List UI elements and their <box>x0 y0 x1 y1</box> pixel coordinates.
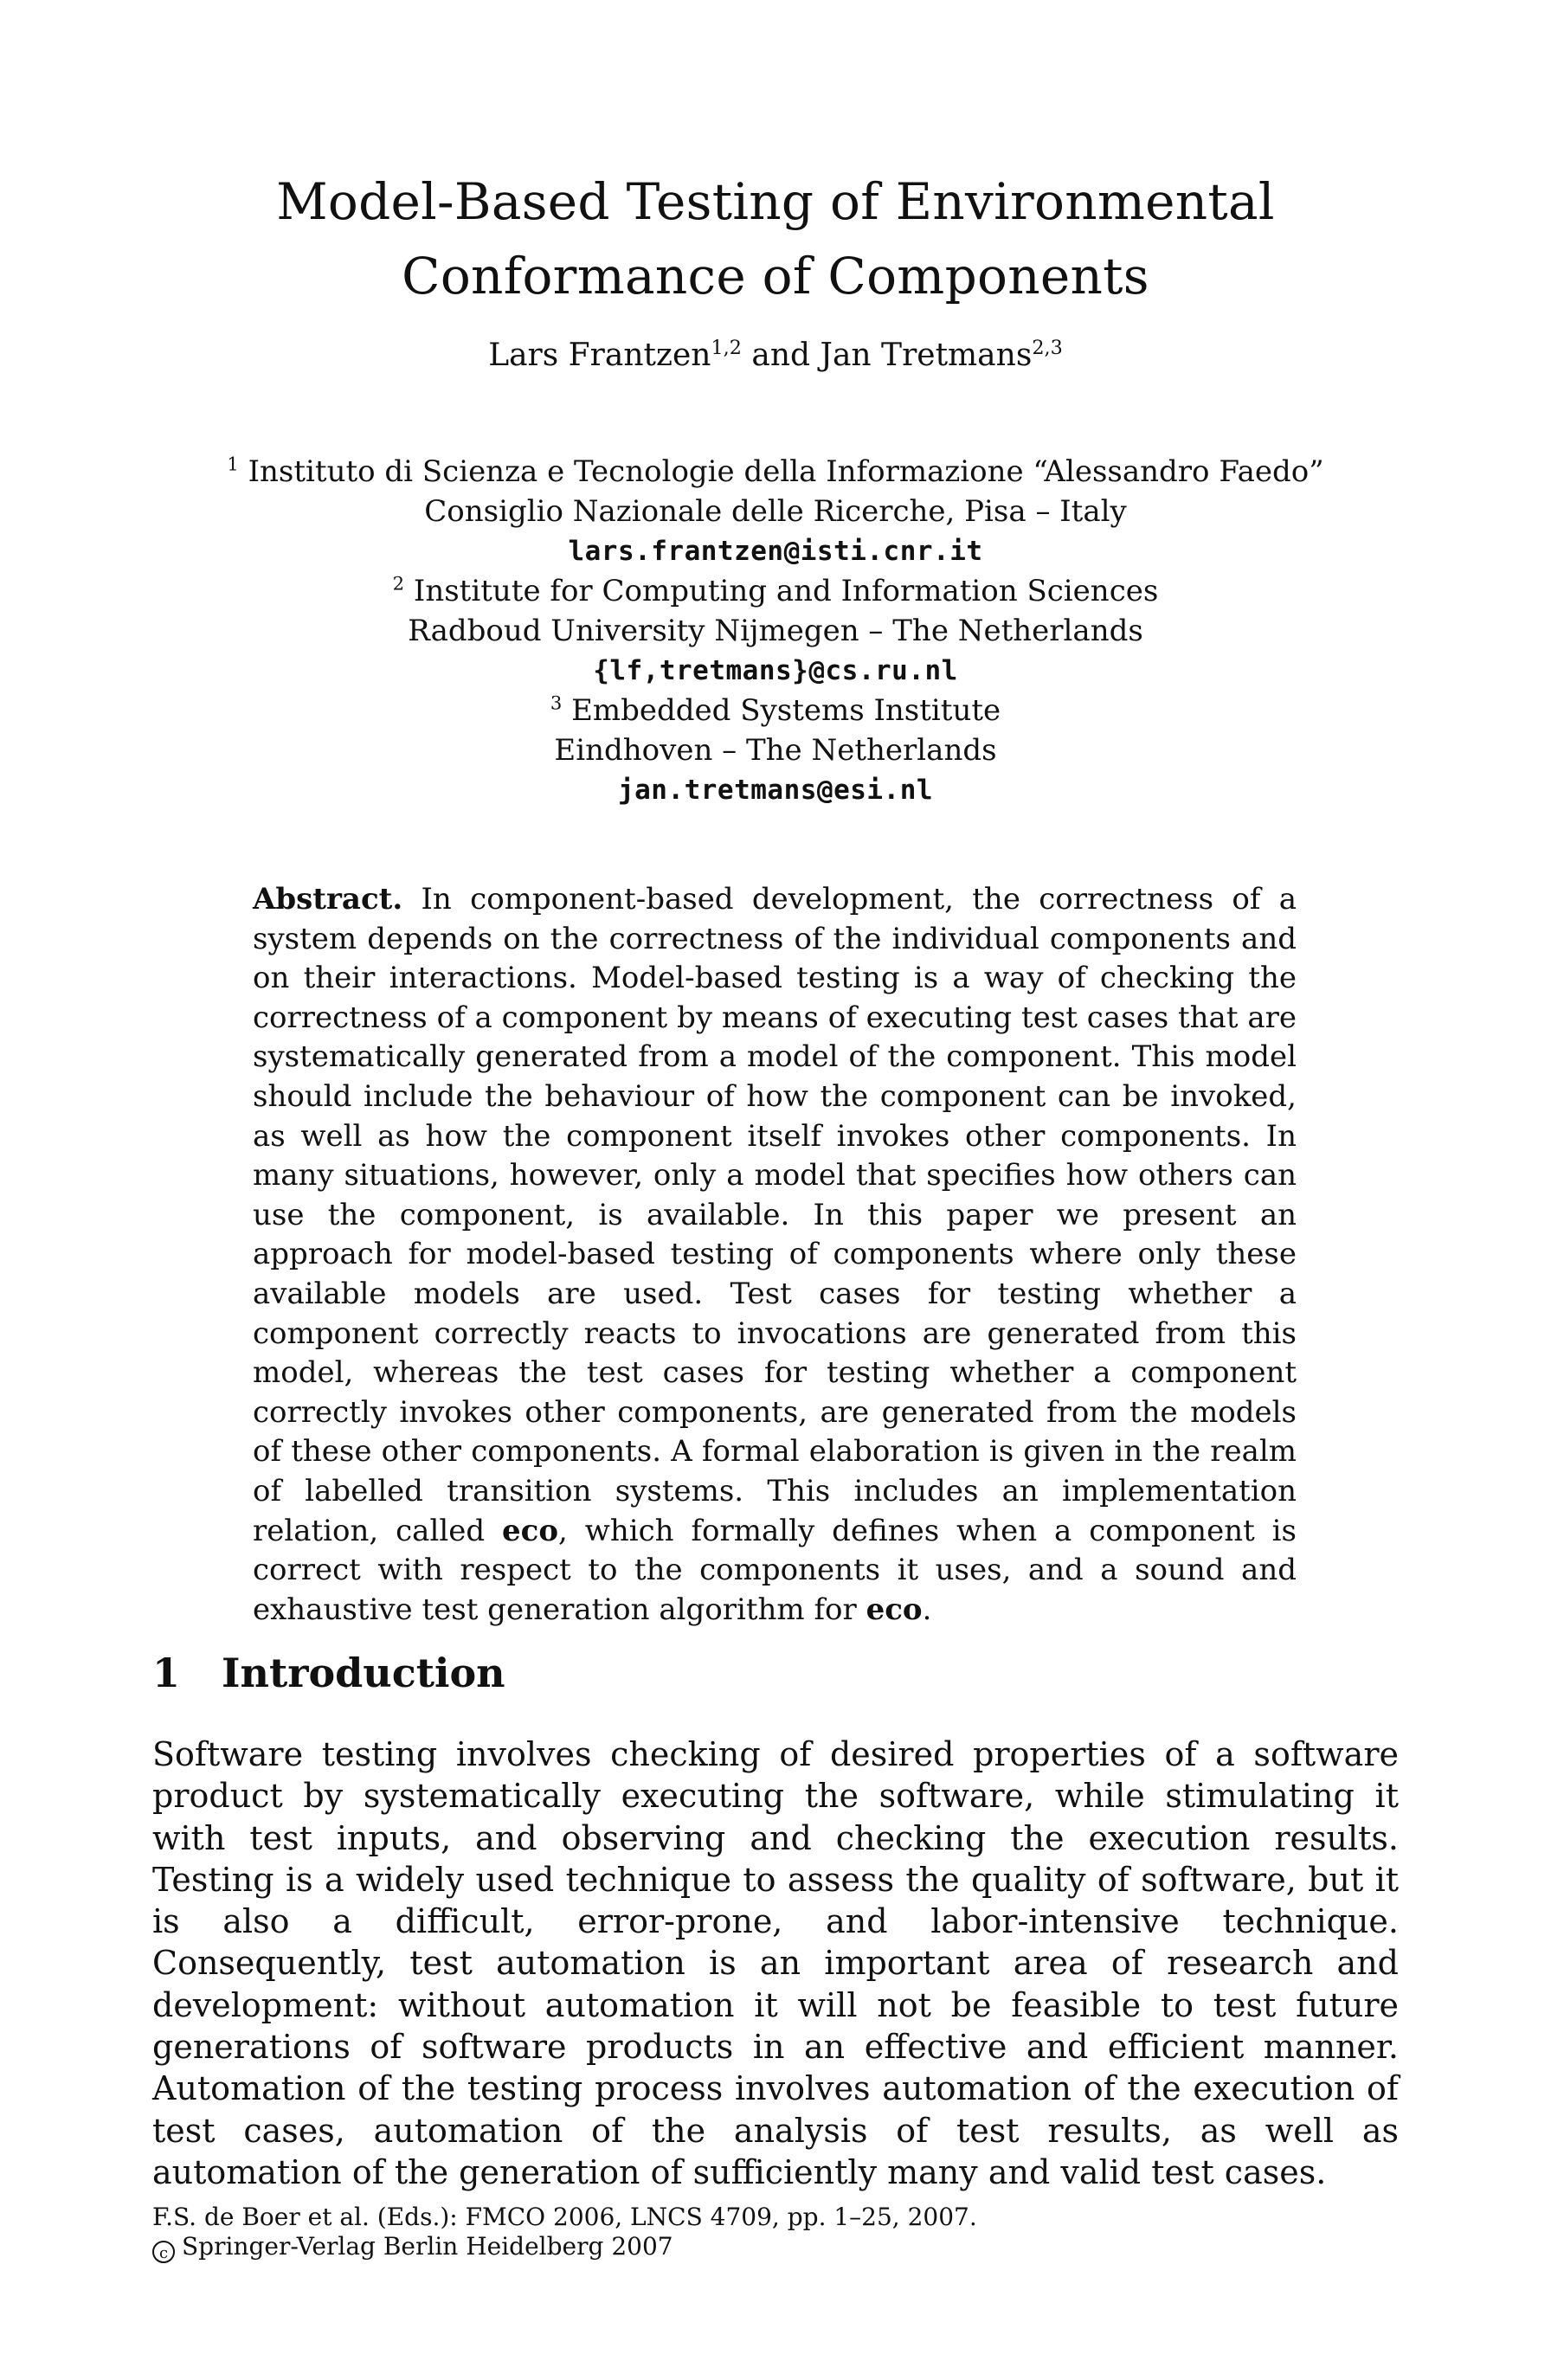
author-affil-mark: 1,2 <box>711 337 742 359</box>
author-conjunction: and <box>741 338 821 373</box>
affiliation-2-line-2: Radboud University Nijmegen – The Netherlands <box>408 614 1143 648</box>
affiliation-mark: 3 <box>550 691 563 714</box>
abstract-label: Abstract. <box>253 882 403 917</box>
affiliation-institute: Instituto di Scienza e Tecnologie della Informazione “Alessandro Faedo” <box>248 454 1324 489</box>
affiliation-mark: 2 <box>392 572 405 595</box>
section-heading <box>152 1647 505 1699</box>
footer-copyright <box>152 2232 977 2263</box>
affiliations <box>147 452 1404 810</box>
abstract-term: eco <box>502 1513 559 1548</box>
title-line-1: Model-Based Testing of Environmental <box>276 172 1275 231</box>
affiliation-3-line-1 <box>147 691 1404 730</box>
section-number: 1 <box>152 1650 181 1696</box>
copyright-icon: c <box>152 2241 175 2263</box>
author-name: Jan Tretmans <box>820 338 1033 373</box>
abstract-text: , which formally defines when a component is correct with respect to the components it uses, and a sound and exhaustive test generation algorithm for <box>253 1513 1297 1627</box>
affiliation-1-line-1 <box>147 452 1404 492</box>
footer-citation: F.S. de Boer et al. (Eds.): FMCO 2006, LNCS 4709, pp. 1–25, 2007. <box>152 2203 977 2231</box>
affiliation-institute: Embedded Systems Institute <box>571 693 1001 728</box>
affiliation-1-email: lars.frantzen@isti.cnr.it <box>568 536 983 567</box>
page-footer <box>152 2203 977 2263</box>
affiliation-2-email: {lf,tretmans}@cs.ru.nl <box>593 655 958 686</box>
affiliation-institute: Institute for Computing and Information Sciences <box>413 574 1159 608</box>
author-name: Lars Frantzen <box>488 338 711 373</box>
intro-paragraph: Software testing involves checking of desired properties of a software product by systematically executing the software, while stimulating it with test inputs, and observing and checking the execution results. Testing is a widely used technique to assess the quality of software, but it is also a difficult, error-prone, and labor-intensive technique. Consequently, test automation is an important area of research and development: without automation it will not be feasible to test future generations of software products in an effective and efficient manner. Automation of the testing process involves automation of the execution of test cases, automation of the analysis of test results, as well as automation of the generation of sufficiently many and valid test cases. <box>152 1735 1399 2191</box>
affiliation-1-line-2: Consiglio Nazionale delle Ricerche, Pisa – Italy <box>424 494 1127 529</box>
affiliation-2-line-1 <box>147 571 1404 611</box>
section-title: Introduction <box>222 1650 505 1696</box>
title-line-2: Conformance of Components <box>402 247 1149 306</box>
abstract-term: eco <box>866 1592 923 1627</box>
abstract-text: In component-based development, the correctness of a system depends on the correctness of the individual components and on their interactions. Model-based testing is a way of checking the correctness of a component by means of executing test cases that are systematically generated from a model of the component. This model should include the behaviour of how the component can be invoked, as well as how the component itself invokes other components. In many situations, however, only a model that specifies how others can use the component, is available. In this paper we present an approach for model-based testing of components where only these available models are used. Test cases for testing whether a component correctly reacts to invocations are generated from this model, whereas the test cases for testing whether a component correctly invokes other components, are generated from the models of these other components. A formal elaboration is given in the realm of labelled transition systems. This includes an implementation relation, called <box>253 882 1297 1548</box>
author-affil-mark: 2,3 <box>1032 337 1063 359</box>
paper-title <box>147 164 1404 313</box>
abstract <box>253 880 1297 1630</box>
affiliation-3-line-2: Eindhoven – The Netherlands <box>554 733 997 768</box>
abstract-text: . <box>922 1592 932 1627</box>
footer-publisher: Springer-Verlag Berlin Heidelberg 2007 <box>182 2232 673 2261</box>
author-list <box>147 332 1404 379</box>
affiliation-mark: 1 <box>227 453 239 475</box>
affiliation-3-email: jan.tretmans@esi.nl <box>617 775 934 806</box>
